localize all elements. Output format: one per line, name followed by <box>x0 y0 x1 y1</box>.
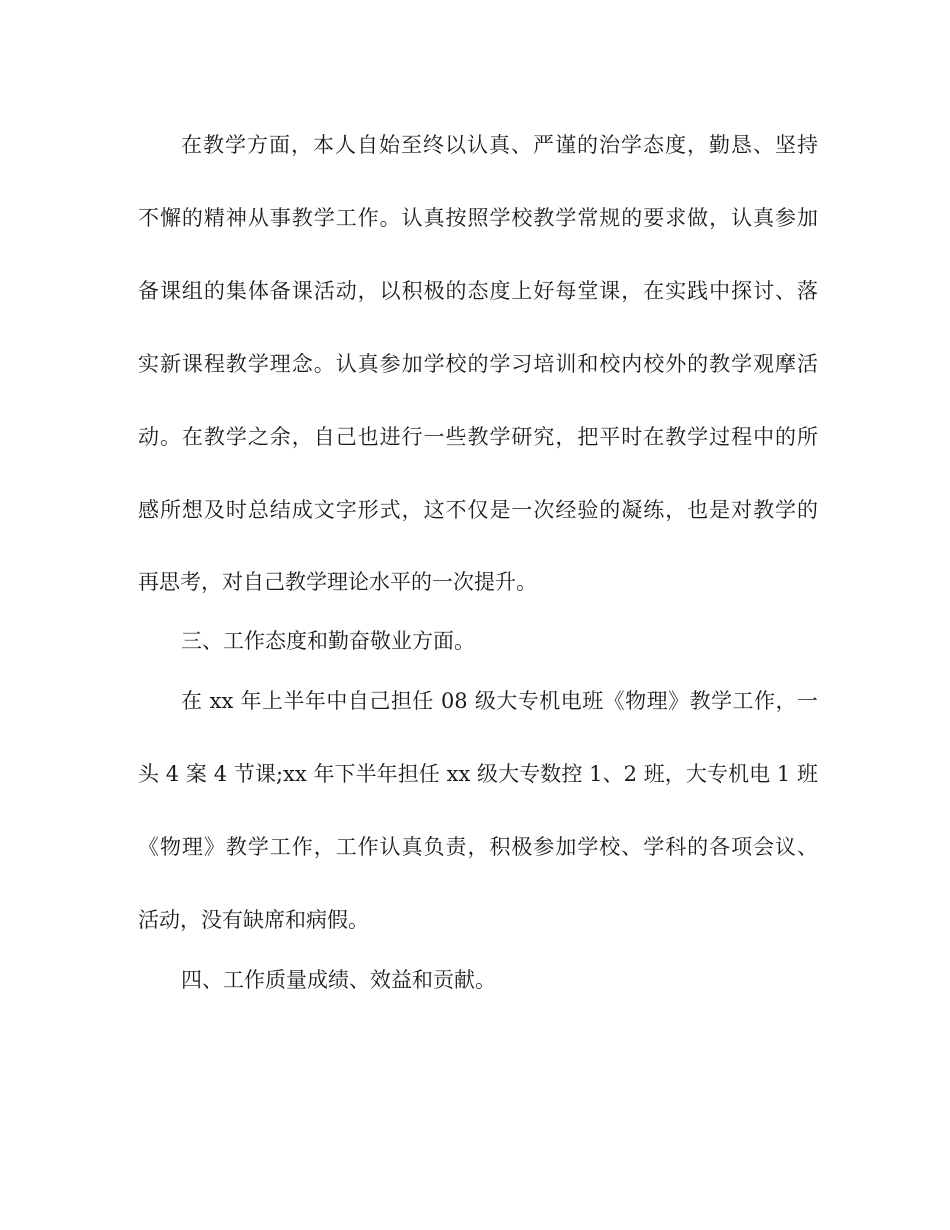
paragraph-line: 头 4 案 4 节课;xx 年下半年担任 xx 级大专数控 1、2 班，大专机电 1 班 <box>138 762 818 786</box>
section-heading-4: 四、工作质量成绩、效益和贡献。 <box>181 968 496 992</box>
paragraph-line: 备课组的集体备课活动，以积极的态度上好每堂课，在实践中探讨、落 <box>138 279 818 303</box>
paragraph-line: 在教学方面，本人自始至终以认真、严谨的治学态度，勤恳、坚持 <box>181 133 818 157</box>
paragraph-line: 不懈的精神从事教学工作。认真按照学校教学常规的要求做，认真参加 <box>138 206 818 230</box>
paragraph-line: 活动，没有缺席和病假。 <box>138 908 369 932</box>
paragraph-line: 动。在教学之余，自己也进行一些教学研究，把平时在教学过程中的所 <box>138 425 818 449</box>
paragraph-line: 实新课程教学理念。认真参加学校的学习培训和校内校外的教学观摩活 <box>138 352 818 376</box>
paragraph-line: 在 xx 年上半年中自己担任 08 级大专机电班《物理》教学工作，一 <box>181 689 818 713</box>
paragraph-line: 《物理》教学工作，工作认真负责，积极参加学校、学科的各项会议、 <box>138 835 818 859</box>
paragraph-line: 感所想及时总结成文字形式，这不仅是一次经验的凝练，也是对教学的 <box>138 498 818 522</box>
paragraph-line: 再思考，对自己教学理论水平的一次提升。 <box>138 570 537 594</box>
section-heading-3: 三、工作态度和勤奋敬业方面。 <box>181 629 475 653</box>
